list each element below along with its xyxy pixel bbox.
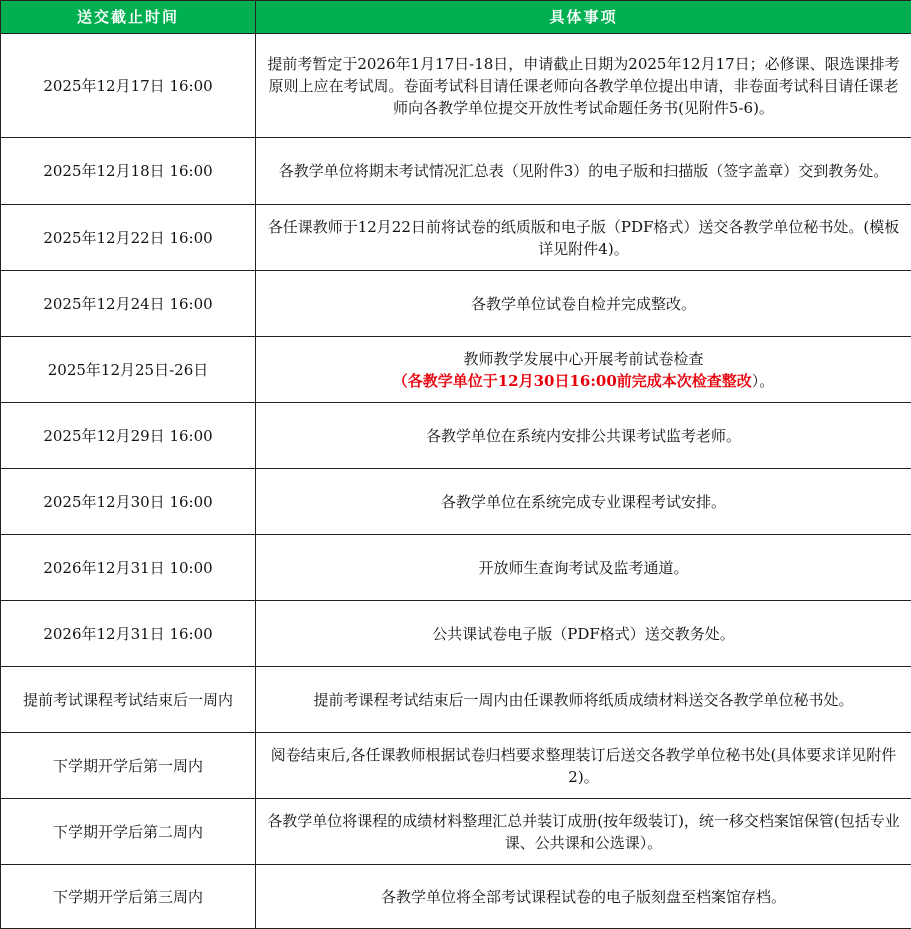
- table-row: [1, 601, 911, 667]
- table-row: [1, 403, 911, 469]
- table-row: [1, 271, 911, 337]
- matter-cell: 阅卷结束后,各任课教师根据试卷归档要求整理装订后送交各教学单位秘书处(具体要求详见附件 2)。: [256, 733, 911, 799]
- table-header-row: [1, 1, 911, 34]
- matter-cell: 各教学单位在系统完成专业课程考试安排。: [256, 469, 911, 535]
- deadline-cell: 下学期开学后第二周内: [1, 799, 256, 865]
- deadline-cell: 2025年12月18日 16:00: [1, 138, 256, 205]
- header-matter: 具体事项: [256, 1, 911, 34]
- matter-cell: 各教学单位试卷自检并完成整改。: [256, 271, 911, 337]
- note-open: （: [392, 371, 408, 390]
- matter-cell: 开放师生查询考试及监考通道。: [256, 535, 911, 601]
- table-row: [1, 535, 911, 601]
- deadline-cell: 2025年12月30日 16:00: [1, 469, 256, 535]
- deadline-cell: 下学期开学后第三周内: [1, 865, 256, 929]
- table-row: [1, 205, 911, 271]
- deadline-cell: 2025年12月24日 16:00: [1, 271, 256, 337]
- matter-cell: 公共课试卷电子版（PDF格式）送交教务处。: [256, 601, 911, 667]
- matter-cell: 各教学单位在系统内安排公共课考试监考老师。: [256, 403, 911, 469]
- table-row: [1, 469, 911, 535]
- header-deadline: 送交截止时间: [1, 1, 256, 34]
- table-row: [1, 138, 911, 205]
- table-row: [1, 337, 911, 403]
- deadline-cell: 2025年12月22日 16:00: [1, 205, 256, 271]
- table-row: [1, 865, 911, 929]
- table-row: [1, 34, 911, 138]
- matter-cell: 提前考课程考试结束后一周内由任课教师将纸质成绩材料送交各教学单位秘书处。: [256, 667, 911, 733]
- matter-cell: 提前考暂定于2026年1月17日-18日，申请截止日期为2025年12月17日；必修课、限选课排考原则上应在考试周。卷面考试科目请任课老师向各教学单位提出申请，非卷面考试科目请任课老师向各教学单位提交开放性考试命题任务书(见附件5-6)。: [256, 34, 911, 138]
- table-row: [1, 667, 911, 733]
- deadline-note: [264, 370, 903, 392]
- deadline-cell: 2025年12月29日 16:00: [1, 403, 256, 469]
- deadline-cell: 2026年12月31日 10:00: [1, 535, 256, 601]
- deadline-cell: 提前考试课程考试结束后一周内: [1, 667, 256, 733]
- matter-cell: [256, 337, 911, 403]
- deadline-cell: 下学期开学后第一周内: [1, 733, 256, 799]
- highlight-note: 各教学单位于12月30日16:00前完成本次检查整改: [407, 371, 752, 390]
- deadline-cell: 2025年12月25日-26日: [1, 337, 256, 403]
- table-row: [1, 733, 911, 799]
- matter-text: 教师教学发展中心开展考前试卷检查: [463, 349, 704, 368]
- matter-cell: 各教学单位将期末考试情况汇总表（见附件3）的电子版和扫描版（签字盖章）交到教务处。: [256, 138, 911, 205]
- deadline-cell: 2025年12月17日 16:00: [1, 34, 256, 138]
- matter-cell: 各任课教师于12月22日前将试卷的纸质版和电子版（PDF格式）送交各教学单位秘书处。(模板详见附件4)。: [256, 205, 911, 271]
- matter-cell: 各教学单位将全部考试课程试卷的电子版刻盘至档案馆存档。: [256, 865, 911, 929]
- note-close: ）。: [751, 371, 775, 390]
- matter-cell: 各教学单位将课程的成绩材料整理汇总并装订成册(按年级装订)，统一移交档案馆保管(包括专业课、公共课和公选课）。: [256, 799, 911, 865]
- deadline-cell: 2026年12月31日 16:00: [1, 601, 256, 667]
- table-row: [1, 799, 911, 865]
